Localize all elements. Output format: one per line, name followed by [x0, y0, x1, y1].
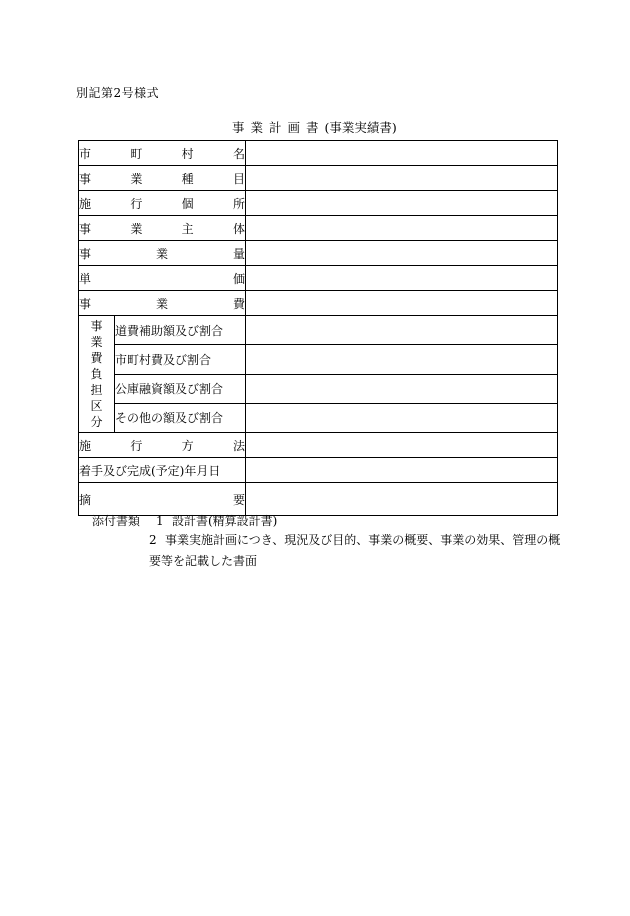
- plan-form-table: [78, 140, 558, 516]
- value-unit-price[interactable]: [246, 266, 558, 291]
- label-location: 施 行 個 所: [79, 196, 245, 211]
- title-main: 事業計画書: [232, 120, 325, 135]
- value-entity[interactable]: [246, 216, 558, 241]
- label-method: 施 行 方 法: [79, 438, 245, 453]
- row-dates: [79, 458, 558, 483]
- value-burden-3[interactable]: [246, 374, 558, 403]
- label-project-type: 事 業 種 目: [79, 171, 245, 186]
- value-burden-2[interactable]: [246, 345, 558, 374]
- value-remarks[interactable]: [246, 483, 558, 516]
- row-quantity: [79, 241, 558, 266]
- value-location[interactable]: [246, 191, 558, 216]
- attachments-label: 添付書類: [92, 514, 141, 528]
- label-burden-item: その他の額及び割合: [115, 403, 246, 432]
- value-burden-4[interactable]: [246, 403, 558, 432]
- value-municipality[interactable]: [246, 141, 558, 166]
- label-burden-item: 公庫融資額及び割合: [115, 374, 246, 403]
- attachment-number: 2: [149, 533, 157, 547]
- row-unit-price: [79, 266, 558, 291]
- label-unit-price: 単 価: [79, 271, 245, 286]
- value-quantity[interactable]: [246, 241, 558, 266]
- value-dates[interactable]: [246, 458, 558, 483]
- attachment-item-2: [149, 530, 569, 572]
- row-entity: [79, 216, 558, 241]
- row-burden-2: [79, 345, 558, 374]
- document-title: [232, 118, 397, 136]
- title-sub: (事業実績書): [324, 120, 397, 135]
- value-cost[interactable]: [246, 291, 558, 316]
- row-burden-3: [79, 374, 558, 403]
- label-remarks: 摘 要: [79, 492, 245, 507]
- attachment-number: 1: [156, 514, 164, 528]
- attachment-text: 事業実施計画につき、現況及び目的、事業の概要、事業の効果、管理の概要等を記載した書面: [149, 533, 561, 568]
- label-quantity: 事 業 量: [79, 246, 245, 261]
- row-cost: [79, 291, 558, 316]
- label-burden-item: 道費補助額及び割合: [115, 316, 246, 345]
- form-number: 別記第2号様式: [76, 86, 160, 100]
- label-burden-category: 事 業 費 負 担 区 分: [79, 316, 115, 433]
- row-project-type: [79, 166, 558, 191]
- attachment-text: 設計書(精算設計書): [172, 514, 278, 528]
- row-burden-4: [79, 403, 558, 432]
- value-burden-1[interactable]: [246, 316, 558, 345]
- label-municipality: 市 町 村 名: [79, 146, 245, 161]
- row-location: [79, 191, 558, 216]
- row-municipality: [79, 141, 558, 166]
- label-cost: 事 業 費: [79, 296, 245, 311]
- row-burden-1: [79, 316, 558, 345]
- label-entity: 事 業 主 体: [79, 221, 245, 236]
- row-method: [79, 433, 558, 458]
- label-dates: 着手及び完成(予定)年月日: [79, 458, 246, 483]
- label-burden-item: 市町村費及び割合: [115, 345, 246, 374]
- attachments: [92, 511, 277, 531]
- value-project-type[interactable]: [246, 166, 558, 191]
- value-method[interactable]: [246, 433, 558, 458]
